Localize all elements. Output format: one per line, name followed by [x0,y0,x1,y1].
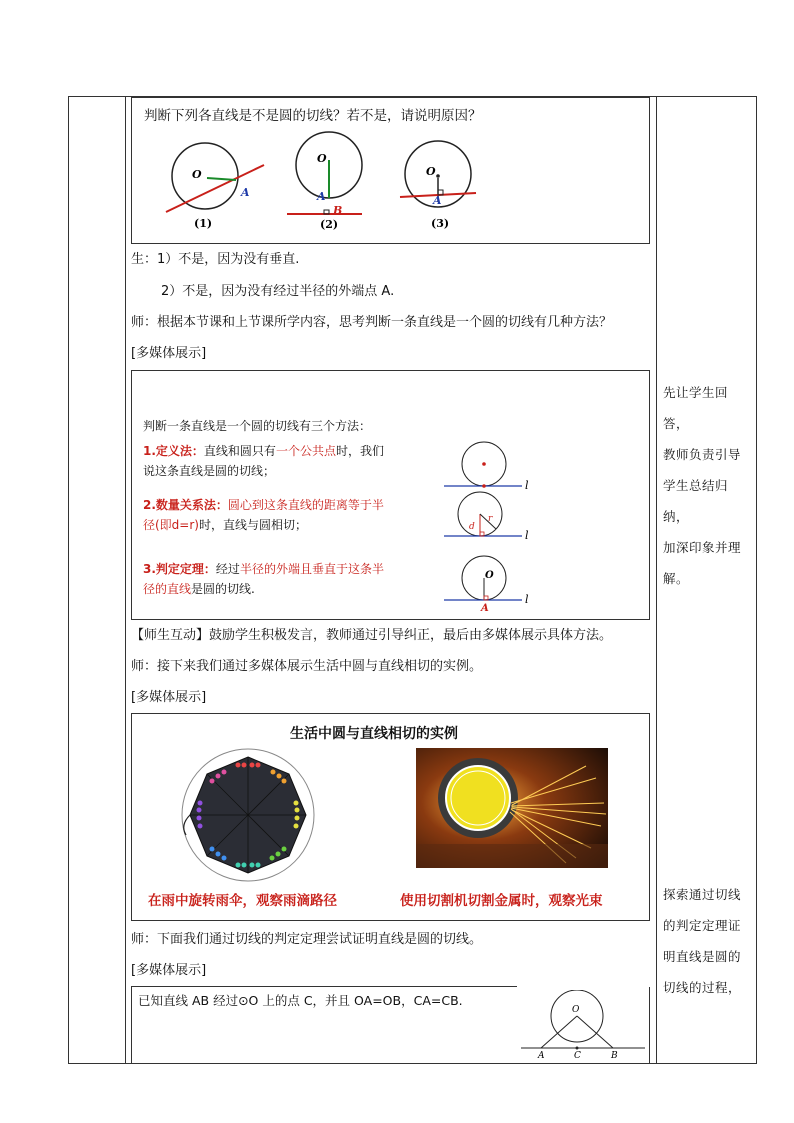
method-2-line-1 [143,497,384,513]
svg-text:(3): (3) [431,217,450,230]
svg-text:O: O [572,1005,580,1015]
method-1-text-a: 直线和圆只有 [203,444,276,458]
cutting-machine-image [416,748,608,868]
cutting-caption: 使用切割机切割金属时，观察光束 [400,893,603,909]
question-text: 判断下列各直线是不是圆的切线？若不是，请说明原因？ [144,108,482,124]
svg-text:r: r [488,514,493,524]
figure-3 [400,141,476,230]
note-1-line-4: 加深印象并理 [663,540,742,555]
definition-figure [444,442,529,492]
svg-text:l: l [525,529,529,542]
note-2-line-2: 的判定定理证 [663,918,742,933]
method-3-line-1 [143,561,384,577]
table-left-border [68,96,69,1064]
method-3-highlight-1: 半径的外端且垂直于这条半 [239,562,384,576]
student-answer-2: 2）不是，因为没有经过半径的外端点 A. [161,284,395,299]
method-1-text-b: 时，我们 [335,444,384,458]
note-1-line-2: 教师负责引导 [663,447,742,462]
teacher-note-1 [663,377,753,594]
svg-text:(2): (2) [320,218,339,231]
methods-figures [440,436,540,616]
svg-text:l: l [525,593,529,606]
methods-intro: 判断一条直线是一个圆的切线有三个方法： [143,419,372,433]
method-1-highlight: 一个公共点 [275,444,336,458]
note-1-line-5: 解。 [663,571,690,586]
svg-text:B: B [333,204,343,217]
note-1-line-3: 学生总结归纳， [663,478,729,524]
svg-text:O: O [317,152,327,165]
svg-text:A: A [481,603,489,614]
tangent-figures [150,130,500,238]
svg-text:A: A [317,190,326,203]
method-2-highlight: 圆心到这条直线的距离等于半 [227,498,384,512]
svg-text:A: A [241,186,250,199]
teacher-question-1: 师：根据本节课和上节课所学内容，思考判断一条直线是一个圆的切线有几种方法？ [131,315,613,330]
table-col-divider-2 [656,96,657,1064]
method-1-title: 1.定义法： [143,444,204,458]
theorem-figure [444,556,529,614]
table-right-border [756,96,757,1064]
svg-text:A: A [538,1051,545,1061]
method-2-formula: 径(即d=r) [143,518,199,532]
media-label-1: [多媒体展示] [131,346,207,361]
quantity-figure [444,492,529,542]
umbrella-image [178,745,318,885]
svg-text:(1): (1) [194,217,213,230]
proof-box-top-gap [517,986,650,987]
svg-text:d: d [469,522,475,532]
note-2-line-1: 探索通过切线 [663,887,742,902]
method-2-line-2 [143,517,307,533]
method-2-title: 2.数量关系法： [143,498,228,512]
method-3-line-2 [143,581,255,597]
teacher-question-2: 师：接下来我们通过多媒体展示生活中圆与直线相切的实例。 [131,659,483,674]
examples-title: 生活中圆与直线相切的实例 [290,726,458,742]
svg-text:O: O [192,168,202,181]
method-2-text: 时，直线与圆相切； [198,518,307,532]
svg-text:O: O [426,165,436,178]
teacher-note-2 [663,879,753,1003]
media-label-3: [多媒体展示] [131,963,207,978]
interaction-text: 【师生互动】鼓励学生积极发言，教师通过引导纠正，最后由多媒体展示具体方法。 [131,628,613,643]
note-2-line-3: 明直线是圆的 [663,949,742,964]
proof-text: 已知直线 AB 经过⊙O 上的点 C，并且 OA=OB，CA=CB. [138,993,463,1008]
teacher-question-3: 师：下面我们通过切线的判定定理尝试证明直线是圆的切线。 [131,932,483,947]
svg-text:C: C [574,1051,581,1061]
umbrella-caption: 在雨中旋转雨伞，观察雨滴路径 [148,893,337,909]
method-1-line-2: 说这条直线是圆的切线； [143,464,276,478]
method-3-title: 3.判定定理： [143,562,216,576]
figure-1 [166,143,264,230]
note-2-line-4: 切线的过程， [663,980,742,995]
method-1-line-1 [143,443,384,459]
student-answer-1: 生：1）不是，因为没有垂直. [131,252,300,267]
svg-text:l: l [525,479,529,492]
svg-text:A: A [433,194,442,207]
svg-text:O: O [485,570,494,581]
figure-2 [287,132,362,231]
method-3-highlight-2: 径的直线 [143,582,192,596]
svg-text:B: B [611,1051,618,1061]
table-col-divider-1 [125,96,126,1064]
media-label-2: [多媒体展示] [131,690,207,705]
method-3-text-b: 是圆的切线. [191,582,255,596]
note-1-line-1: 先让学生回答， [663,385,729,431]
method-3-text-a: 经过 [215,562,240,576]
proof-figure [517,990,649,1062]
